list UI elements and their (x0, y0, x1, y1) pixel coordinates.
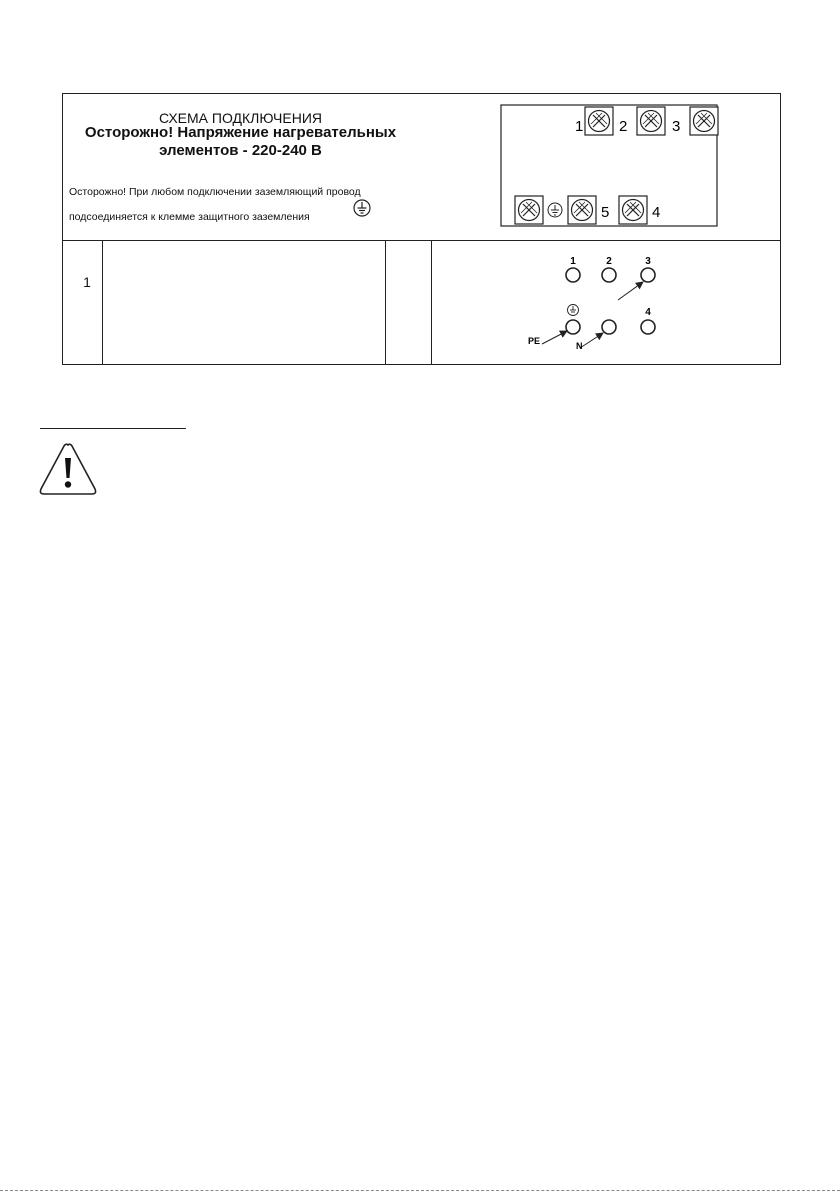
table-row-number: 1 (83, 274, 91, 290)
wiring-terminal-1 (566, 268, 580, 282)
warning-triangle-icon (37, 441, 99, 497)
scheme-heading: СХЕМА ПОДКЛЮЧЕНИЯ (159, 110, 322, 126)
wiring-label-3: 3 (645, 256, 651, 267)
voltage-warning: Осторожно! Напряжение нагревательных элементов - 220-240 В (84, 124, 397, 159)
terminal-block-diagram (500, 100, 730, 232)
terminal-number-4: 4 (652, 204, 661, 221)
ground-icon (548, 203, 562, 217)
wire-arrow-n (580, 333, 603, 348)
screw-terminal-icon (515, 196, 543, 224)
table-col-divider-1 (102, 240, 103, 365)
wiring-terminal-4 (641, 320, 655, 334)
section-underline (40, 428, 186, 429)
table-col-divider-2 (385, 240, 386, 365)
ground-icon (352, 198, 372, 218)
ground-warning-line-2: подсоединяется к клемме защитного заземления (69, 211, 310, 223)
wiring-terminal-2 (602, 268, 616, 282)
screw-terminal-icon (619, 196, 647, 224)
screw-terminal-icon (585, 107, 613, 135)
wiring-label-4: 4 (645, 307, 651, 318)
table-col-divider-3 (431, 240, 432, 365)
wire-label-pe: PE (528, 336, 541, 346)
ground-icon (568, 305, 579, 316)
wire-arrow-pe (542, 331, 567, 344)
wire-arrow-3 (618, 282, 643, 300)
wiring-diagram (520, 248, 680, 360)
panel-row-divider (62, 240, 781, 241)
wiring-label-1: 1 (570, 256, 576, 267)
terminal-number-5: 5 (601, 204, 610, 221)
screw-terminal-icon (690, 107, 718, 135)
wire-label-n: N (576, 341, 583, 351)
terminal-number-2: 2 (619, 118, 628, 135)
terminal-number-1: 1 (575, 118, 584, 135)
screw-terminal-icon (637, 107, 665, 135)
wiring-terminal-3 (641, 268, 655, 282)
terminal-number-3: 3 (672, 118, 681, 135)
wiring-label-2: 2 (606, 256, 612, 267)
wiring-terminal-pe (566, 320, 580, 334)
wiring-terminal-n (602, 320, 616, 334)
ground-warning-line-1: Осторожно! При любом подключении заземляющий провод (69, 186, 361, 198)
page-bottom-edge (0, 1190, 840, 1191)
screw-terminal-icon (568, 196, 596, 224)
